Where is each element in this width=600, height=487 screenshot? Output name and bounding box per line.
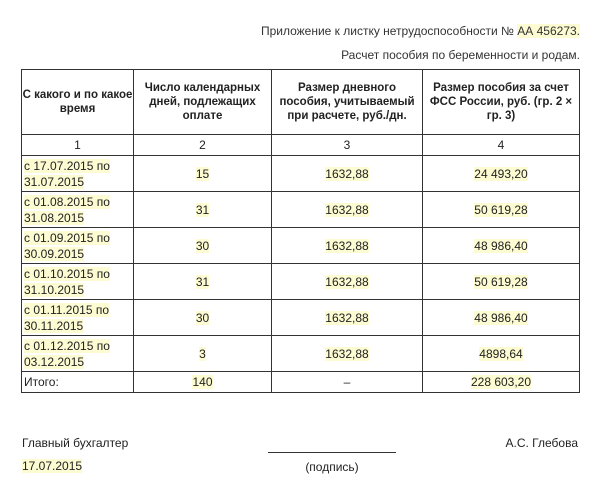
attachment-header — [261, 24, 580, 38]
days-value: 3 — [199, 346, 206, 361]
daily-value: 1632,88 — [325, 166, 369, 181]
daily-value: 1632,88 — [325, 202, 369, 217]
amount-cell — [423, 264, 580, 300]
period-cell — [22, 156, 134, 192]
sick-leave-number: АА 456273. — [517, 24, 580, 38]
table-row — [22, 192, 580, 228]
column-header-days: Число календарных дней, подлежащих оплате — [134, 70, 272, 135]
column-number: 4 — [423, 135, 580, 156]
period-cell — [22, 300, 134, 336]
signature-date: 17.07.2015 — [22, 459, 83, 473]
total-days-cell — [134, 372, 272, 393]
days-cell — [134, 192, 272, 228]
table-row — [22, 264, 580, 300]
column-number: 3 — [272, 135, 423, 156]
total-amount-value: 228 603,20 — [470, 375, 532, 389]
period-cell — [22, 336, 134, 372]
amount-cell — [423, 228, 580, 264]
total-days-value: 140 — [192, 375, 213, 389]
period-text: с 17.07.2015 по 31.07.2015 — [24, 158, 110, 189]
column-number: 1 — [22, 135, 134, 156]
column-numbers-row — [22, 135, 580, 156]
total-label: Итого: — [22, 372, 134, 393]
benefit-calculation-table — [21, 69, 580, 393]
daily-cell — [272, 300, 423, 336]
accountant-name: А.С. Глебова — [505, 436, 578, 450]
period-cell — [22, 264, 134, 300]
period-text: с 01.12.2015 по 03.12.2015 — [24, 338, 110, 369]
amount-cell — [423, 336, 580, 372]
amount-cell — [423, 300, 580, 336]
period-text: с 01.10.2015 по 31.10.2015 — [24, 266, 110, 297]
days-value: 31 — [195, 202, 210, 217]
table-row — [22, 336, 580, 372]
days-value: 30 — [195, 238, 210, 253]
daily-cell — [272, 192, 423, 228]
days-cell — [134, 228, 272, 264]
amount-value: 24 493,20 — [474, 166, 528, 181]
signature-caption: (подпись) — [305, 460, 359, 474]
daily-cell — [272, 228, 423, 264]
total-amount-cell — [423, 372, 580, 393]
table-row — [22, 228, 580, 264]
period-cell — [22, 228, 134, 264]
total-daily-cell: – — [272, 372, 423, 393]
amount-value: 48 986,40 — [474, 310, 528, 325]
amount-value: 48 986,40 — [474, 238, 528, 253]
daily-cell — [272, 264, 423, 300]
table-header-row — [22, 70, 580, 135]
daily-value: 1632,88 — [325, 310, 369, 325]
column-header-daily-benefit: Размер дневного пособия, учитываемый при расчете, руб./дн. — [272, 70, 423, 135]
total-row — [22, 372, 580, 393]
period-text: с 01.11.2015 по 30.11.2015 — [24, 302, 110, 333]
column-header-benefit-amount: Размер пособия за счет ФСС России, руб. (гр. 2 × гр. 3) — [423, 70, 580, 135]
amount-value: 50 619,28 — [474, 274, 528, 289]
period-text: с 01.09.2015 по 30.09.2015 — [24, 230, 110, 261]
days-cell — [134, 156, 272, 192]
days-cell — [134, 264, 272, 300]
period-text: с 01.08.2015 по 31.08.2015 — [24, 194, 110, 225]
period-cell — [22, 192, 134, 228]
daily-value: 1632,88 — [325, 346, 369, 361]
calculation-title: Расчет пособия по беременности и родам. — [341, 48, 580, 62]
column-header-period: С какого и по какое время — [22, 70, 134, 135]
attachment-header-text: Приложение к листку нетрудоспособности № — [260, 24, 514, 38]
days-value: 31 — [195, 274, 210, 289]
days-cell — [134, 336, 272, 372]
amount-value: 4898,64 — [479, 346, 523, 361]
days-value: 30 — [195, 310, 210, 325]
daily-cell — [272, 156, 423, 192]
daily-value: 1632,88 — [325, 238, 369, 253]
table-row — [22, 156, 580, 192]
daily-value: 1632,88 — [325, 274, 369, 289]
days-cell — [134, 300, 272, 336]
table-row — [22, 300, 580, 336]
signature-line — [268, 452, 396, 453]
column-number: 2 — [134, 135, 272, 156]
accountant-position: Главный бухгалтер — [22, 436, 129, 450]
daily-cell — [272, 336, 423, 372]
amount-value: 50 619,28 — [474, 202, 528, 217]
amount-cell — [423, 156, 580, 192]
amount-cell — [423, 192, 580, 228]
days-value: 15 — [195, 166, 210, 181]
